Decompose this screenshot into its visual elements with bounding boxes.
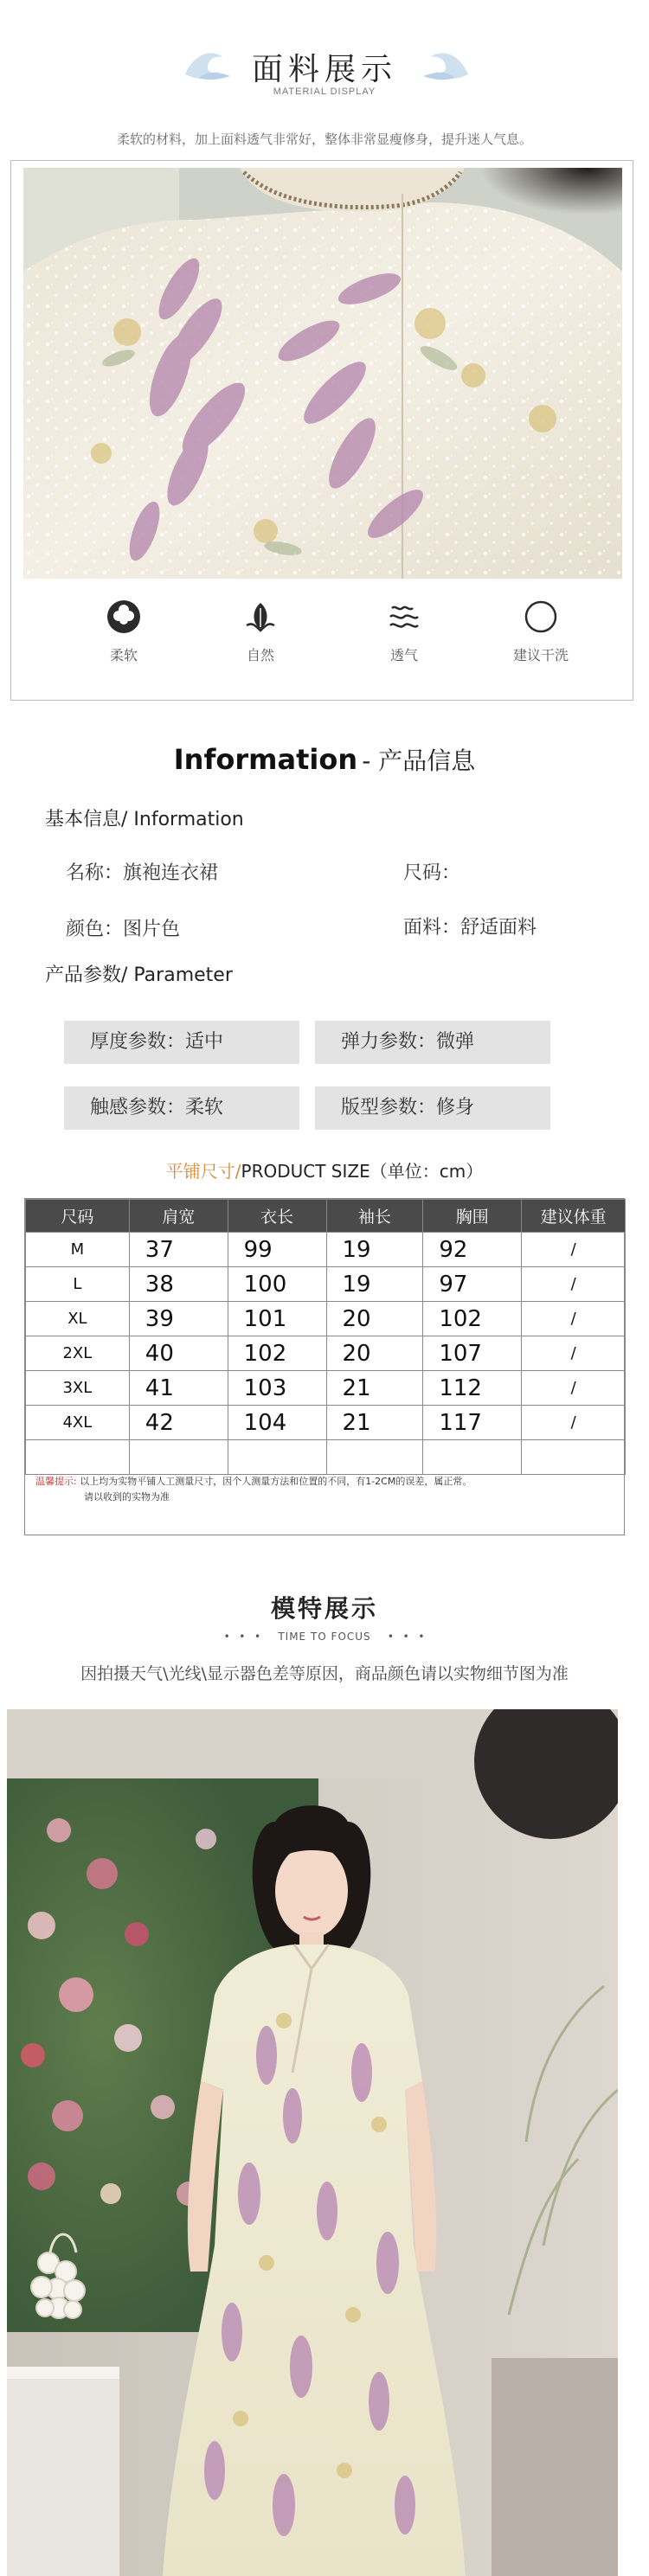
wave-ornament-icon <box>420 45 472 83</box>
table-cell: 104 <box>228 1406 326 1440</box>
table-cell: 102 <box>228 1336 326 1371</box>
model-title: 模特展示 <box>270 1594 378 1623</box>
dry-clean-circle-icon <box>522 598 560 636</box>
fabric-header <box>0 0 649 147</box>
model-photo-image <box>7 1709 618 2576</box>
fabric-closeup-image <box>23 168 622 579</box>
table-cell: / <box>522 1267 626 1302</box>
table-cell: 39 <box>129 1302 228 1336</box>
table-cell: 99 <box>228 1233 326 1267</box>
table-cell: L <box>26 1267 130 1302</box>
table-cell: M <box>26 1233 130 1267</box>
table-cell <box>228 1440 326 1475</box>
table-cell: / <box>522 1336 626 1371</box>
size-title-rest: PRODUCT SIZE（单位：cm） <box>241 1161 484 1182</box>
table-row <box>26 1371 626 1406</box>
table-cell <box>423 1440 522 1475</box>
table-cell <box>326 1440 423 1475</box>
fabric-subtitle: MATERIAL DISPLAY <box>273 87 376 97</box>
table-cell: 97 <box>423 1267 522 1302</box>
table-row <box>26 1440 626 1475</box>
table-cell: 41 <box>129 1371 228 1406</box>
table-cell: XL <box>26 1302 130 1336</box>
table-header-row <box>26 1200 626 1233</box>
table-cell <box>522 1440 626 1475</box>
table-cell: / <box>522 1371 626 1406</box>
column-header: 建议体重 <box>522 1200 626 1233</box>
size-note-label: 温馨提示: <box>35 1476 77 1487</box>
table-cell: / <box>522 1233 626 1267</box>
size-note-text: 以上均为实物平铺人工测量尺寸，因个人测量方法和位置的不同，有1-2CM的误差，属正常。 <box>80 1476 472 1487</box>
column-header: 肩宽 <box>129 1200 228 1233</box>
model-subtitle <box>0 1631 649 1643</box>
basic-info-heading: 基本信息/ Information <box>45 809 244 830</box>
column-header: 袖长 <box>326 1200 423 1233</box>
column-header: 尺码 <box>26 1200 130 1233</box>
feature-label: 建议干洗 <box>512 647 569 663</box>
product-size: 尺码： <box>403 862 461 884</box>
leaf-icon <box>241 598 280 636</box>
feature-dry-clean <box>489 598 593 664</box>
dots-right: • • • <box>370 1631 426 1643</box>
table-row <box>26 1267 626 1302</box>
cotton-icon <box>105 598 143 636</box>
table-cell: 19 <box>326 1233 423 1267</box>
info-title <box>0 742 649 777</box>
fabric-description: 柔软的材料，加上面料透气非常好，整体非常显瘦修身，提升迷人气息。 <box>116 131 532 147</box>
table-cell: 4XL <box>26 1406 130 1440</box>
table-cell: 92 <box>423 1233 522 1267</box>
size-table-container <box>24 1198 625 1535</box>
column-header: 衣长 <box>228 1200 326 1233</box>
table-cell: 112 <box>423 1371 522 1406</box>
product-color: 颜色：图片色 <box>66 919 181 940</box>
size-table-title <box>0 1157 649 1182</box>
fabric-title: 面料展示 <box>251 52 397 87</box>
table-cell: / <box>522 1302 626 1336</box>
parameter-heading: 产品参数/ Parameter <box>45 964 233 986</box>
info-title-cn: - 产品信息 <box>362 747 476 775</box>
product-name: 名称：旗袍连衣裙 <box>66 862 219 884</box>
table-cell: 102 <box>423 1302 522 1336</box>
param-touch: 触感参数：柔软 <box>64 1086 299 1130</box>
table-cell: / <box>522 1406 626 1440</box>
table-row <box>26 1233 626 1267</box>
size-table <box>25 1199 626 1475</box>
size-note <box>35 1474 615 1505</box>
table-cell: 38 <box>129 1267 228 1302</box>
table-cell: 117 <box>423 1406 522 1440</box>
table-cell: 40 <box>129 1336 228 1371</box>
table-row <box>26 1302 626 1336</box>
table-cell: 20 <box>326 1336 423 1371</box>
table-cell: 19 <box>326 1267 423 1302</box>
breathable-wave-icon <box>385 598 423 636</box>
table-cell: 37 <box>129 1233 228 1267</box>
table-cell <box>129 1440 228 1475</box>
feature-label: 自然 <box>246 647 274 663</box>
table-cell: 21 <box>326 1371 423 1406</box>
param-fit: 版型参数：修身 <box>315 1086 550 1130</box>
table-cell <box>26 1440 130 1475</box>
column-header: 胸围 <box>423 1200 522 1233</box>
table-cell: 21 <box>326 1406 423 1440</box>
product-material: 面料：舒适面料 <box>403 917 537 939</box>
param-thickness: 厚度参数：适中 <box>64 1021 299 1064</box>
table-cell: 2XL <box>26 1336 130 1371</box>
table-cell: 42 <box>129 1406 228 1440</box>
table-cell: 101 <box>228 1302 326 1336</box>
feature-label: 柔软 <box>109 647 138 663</box>
info-title-en: Information <box>173 743 358 776</box>
table-cell: 20 <box>326 1302 423 1336</box>
fabric-card <box>10 160 633 701</box>
model-subtitle-text: TIME TO FOCUS <box>278 1631 371 1643</box>
model-description: 因拍摄天气\光线\显示器色差等原因，商品颜色请以实物细节图为准 <box>80 1664 569 1683</box>
table-row <box>26 1406 626 1440</box>
feature-label: 透气 <box>389 647 418 663</box>
feature-soft <box>72 598 176 664</box>
feature-row <box>11 598 634 693</box>
table-row <box>26 1336 626 1371</box>
feature-natural <box>209 598 312 664</box>
table-cell: 103 <box>228 1371 326 1406</box>
size-title-prefix: 平铺尺寸/ <box>165 1161 241 1182</box>
feature-breathable <box>352 598 456 664</box>
table-cell: 100 <box>228 1267 326 1302</box>
dots-left: • • • <box>223 1631 279 1643</box>
size-note-text-2: 请以收到的实物为准 <box>84 1491 170 1503</box>
param-elasticity: 弹力参数：微弹 <box>315 1021 550 1064</box>
table-cell: 3XL <box>26 1371 130 1406</box>
table-cell: 107 <box>423 1336 522 1371</box>
